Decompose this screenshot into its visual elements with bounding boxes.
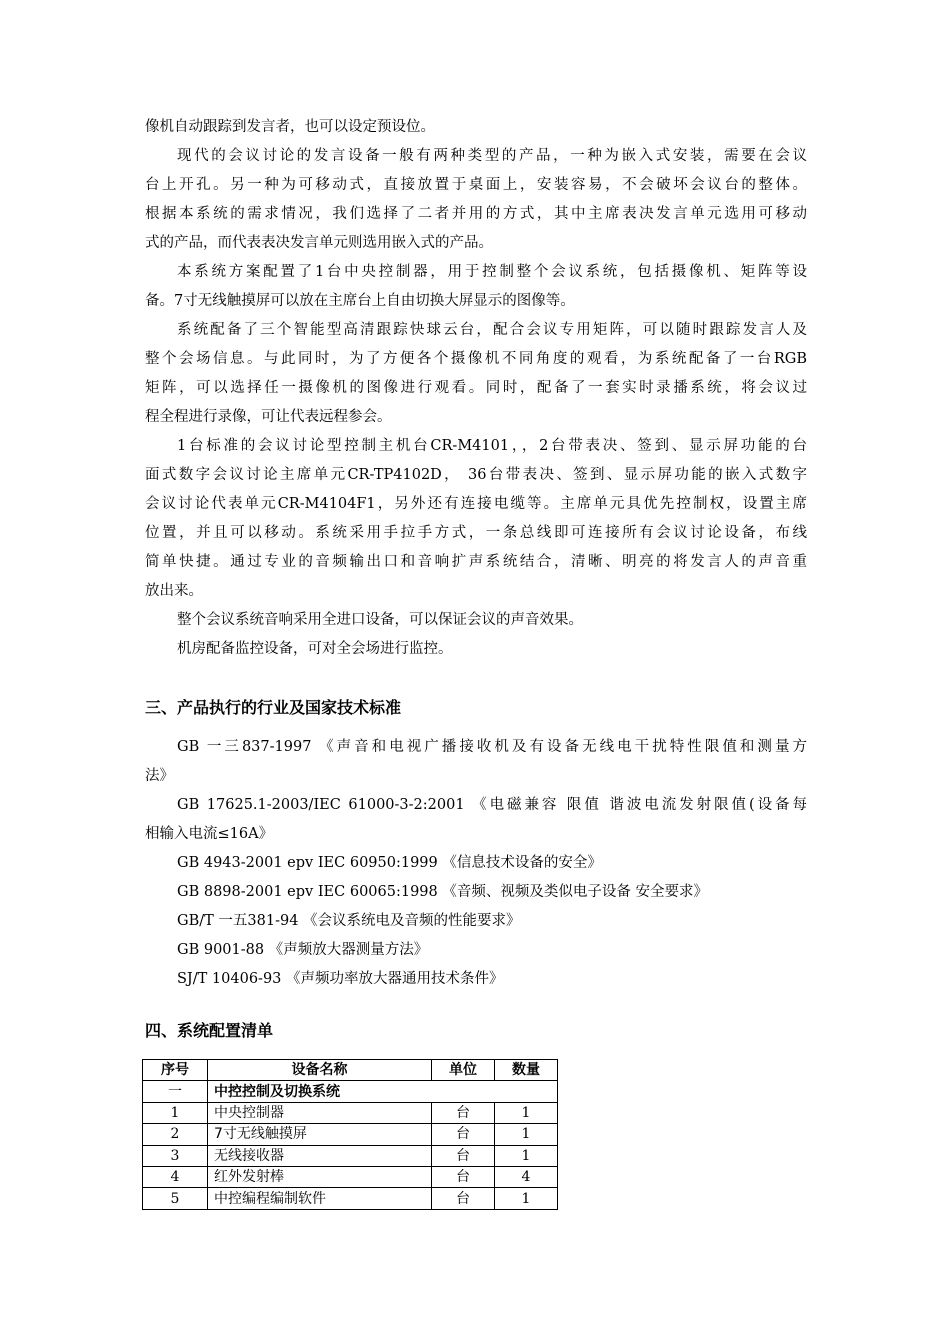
header-name: 设备名称 <box>208 1060 432 1081</box>
standard-line: 相输入电流≤16A》 <box>145 826 274 842</box>
paragraph-line: 台上开孔。另一种为可移动式，直接放置于桌面上，安装容易，不会破坏会议台的整体。 <box>145 177 807 193</box>
standard-line: GB/T 一五381-94 《会议系统电及音频的性能要求》 <box>177 913 521 929</box>
cell-qty: 1 <box>495 1188 558 1209</box>
standard-line: GB 8898-2001 epv IEC 60065:1998 《音频、视频及类似电子设备 安全要求》 <box>177 884 708 900</box>
cell-qty: 1 <box>495 1102 558 1123</box>
standard-line: GB 一三837-1997 《声音和电视广播接收机及有设备无线电干扰特性限值和测量方 <box>177 739 807 755</box>
paragraph-line: 机房配备监控设备，可对全会场进行监控。 <box>177 641 453 657</box>
cell-no: 3 <box>143 1145 208 1166</box>
table-row <box>143 1102 558 1123</box>
paragraph-line: 会议讨论代表单元CR-M4104F1，另外还有连接电缆等。主席单元具优先控制权，设置主席 <box>145 496 807 512</box>
cell-no: 4 <box>143 1166 208 1187</box>
paragraph-line: 根据本系统的需求情况，我们选择了二者并用的方式，其中主席表决发言单元选用可移动 <box>145 206 807 222</box>
table-row <box>143 1124 558 1145</box>
paragraph-line: 1台标准的会议讨论型控制主机台CR-M4101，，2台带表决、签到、显示屏功能的台 <box>177 438 807 454</box>
cell-name: 中央控制器 <box>208 1102 432 1123</box>
cell-no: 5 <box>143 1188 208 1209</box>
cell-unit: 台 <box>432 1188 495 1209</box>
header-qty: 数量 <box>495 1060 558 1081</box>
paragraph-line: 式的产品，而代表表决发言单元则选用嵌入式的产品。 <box>145 235 493 251</box>
header-unit: 单位 <box>432 1060 495 1081</box>
paragraph-line: 放出来。 <box>145 583 203 599</box>
paragraph-line: 矩阵，可以选择任一摄像机的图像进行观看。同时，配备了一套实时录播系统，将会议过 <box>145 380 807 396</box>
cell-no: 1 <box>143 1102 208 1123</box>
table-header-row <box>143 1060 558 1081</box>
cell-unit: 台 <box>432 1124 495 1145</box>
paragraph-line: 像机自动跟踪到发言者，也可以设定预设位。 <box>145 119 435 135</box>
paragraph-line: 现代的会议讨论的发言设备一般有两种类型的产品，一种为嵌入式安装，需要在会议 <box>177 148 807 164</box>
paragraph-line: 整个会场信息。与此同时，为了方便各个摄像机不同角度的观看，为系统配备了一台RGB <box>145 351 807 367</box>
table-row <box>143 1188 558 1209</box>
paragraph-line: 本系统方案配置了1台中央控制器，用于控制整个会议系统，包括摄像机、矩阵等设 <box>177 264 807 280</box>
standard-line: GB 4943-2001 epv IEC 60950:1999 《信息技术设备的安全》 <box>177 855 602 871</box>
standard-line: GB 9001-88 《声频放大器测量方法》 <box>177 942 429 958</box>
section-heading: 三、产品执行的行业及国家技术标准 <box>145 698 402 717</box>
paragraph-line: 位置，并且可以移动。系统采用手拉手方式，一条总线即可连接所有会议讨论设备，布线 <box>145 525 807 541</box>
paragraph-line: 程全程进行录像，可让代表远程参会。 <box>145 409 392 425</box>
paragraph-line: 面式数字会议讨论主席单元CR-TP4102D， 36台带表决、签到、显示屏功能的嵌入式数字 <box>145 467 807 483</box>
cell-no: 一 <box>143 1081 208 1102</box>
section-heading: 四、系统配置清单 <box>145 1021 274 1040</box>
paragraph-line: 系统配备了三个智能型高清跟踪快球云台，配合会议专用矩阵，可以随时跟踪发言人及 <box>177 322 807 338</box>
standard-line: GB 17625.1-2003/IEC 61000-3-2:2001 《电磁兼容 限值 谐波电流发射限值(设备每 <box>177 797 807 813</box>
config-table <box>142 1059 558 1210</box>
cell-name: 红外发射棒 <box>208 1166 432 1187</box>
cell-qty: 1 <box>495 1145 558 1166</box>
paragraph-line: 备。7寸无线触摸屏可以放在主席台上自由切换大屏显示的图像等。 <box>145 293 575 309</box>
cell-unit: 台 <box>432 1102 495 1123</box>
table-row <box>143 1145 558 1166</box>
cell-name: 中控编程编制软件 <box>208 1188 432 1209</box>
cell-name: 7寸无线触摸屏 <box>208 1124 432 1145</box>
cell-section-name: 中控控制及切换系统 <box>208 1081 558 1102</box>
table-row <box>143 1166 558 1187</box>
cell-no: 2 <box>143 1124 208 1145</box>
paragraph-line: 整个会议系统音响采用全进口设备，可以保证会议的声音效果。 <box>177 612 583 628</box>
paragraph-line: 简单快捷。通过专业的音频输出口和音响扩声系统结合，清晰、明亮的将发言人的声音重 <box>145 554 807 570</box>
header-no: 序号 <box>143 1060 208 1081</box>
standard-line: 法》 <box>145 768 174 784</box>
table-section-row <box>143 1081 558 1102</box>
cell-qty: 4 <box>495 1166 558 1187</box>
cell-unit: 台 <box>432 1145 495 1166</box>
cell-unit: 台 <box>432 1166 495 1187</box>
cell-name: 无线接收器 <box>208 1145 432 1166</box>
cell-qty: 1 <box>495 1124 558 1145</box>
standard-line: SJ/T 10406-93 《声频功率放大器通用技术条件》 <box>177 971 504 987</box>
